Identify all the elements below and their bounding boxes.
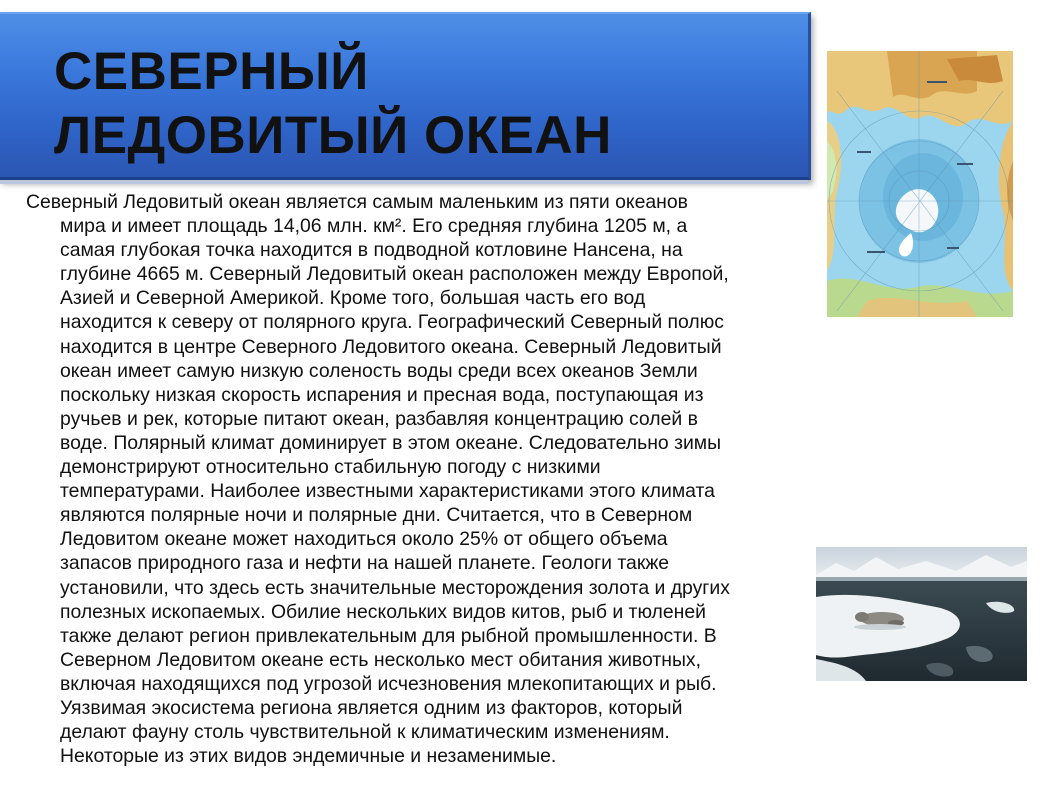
arctic-map-image [827,51,1013,317]
body-line: глубине 4665 м. Северный Ледовитый океан расположен между Европой, [60,263,729,286]
body-line: Азией и Северной Америкой. Кроме того, большая часть его вод [60,287,646,310]
body-line: самая глубокая точка находится в подводной котловине Нансена, на [60,239,683,262]
body-line: Ледовитом океане может находиться около 25% от общего объема [60,528,668,551]
body-line: Северном Ледовитом океане есть несколько мест обитания животных, [60,648,701,671]
body-line: мира и имеет площадь 14,06 млн. км². Его средняя глубина 1205 м, а [60,215,688,238]
body-line: также делают регион привлекательным для рыбной промышленности. В [60,624,717,647]
body-line: демонстрируют относительно стабильную погоду с низкими [60,456,601,479]
body-line: Северный Ледовитый океан является самым маленьким из пяти океанов [26,191,688,213]
arctic-map-graphic [827,51,1013,317]
body-line: являются полярные ночи и полярные дни. Считается, что в Северном [60,504,693,527]
body-line: океан имеет самую низкую соленость воды среди всех океанов Земли [60,359,698,382]
body-line: ручьев и рек, которые питают океан, разбавляя концентрацию солей в [60,407,698,430]
body-line: поскольку низкая скорость испарения и пресная вода, поступающая из [60,383,704,406]
body-paragraph [26,190,816,768]
body-line: Некоторые из этих видов эндемичные и незаменимые. [60,745,557,768]
title-banner [0,12,811,180]
body-line: полезных ископаемых. Обилие нескольких видов китов, рыб и тюленей [60,600,706,623]
body-line: запасов природного газа и нефти на нашей планете. Геологи также [60,552,670,575]
body-line: включая находящихся под угрозой исчезновения млекопитающих и рыб. [60,672,717,695]
body-line: Уязвимая экосистема региона является одним из факторов, который [60,696,683,719]
body-line: находится к северу от полярного круга. Географический Северный полюс [60,311,724,334]
body-line: установили, что здесь есть значительные месторождения золота и других [60,576,730,599]
seal-on-ice-photo [816,547,1027,681]
body-line: температурами. Наиболее известными характеристиками этого климата [60,480,715,503]
slide-title [54,40,612,168]
body-line: делают фауну столь чувствительной к климатическим изменениям. [60,721,670,744]
slide-title-line-1: СЕВЕРНЫЙ [54,42,369,101]
slide-title-line-2: ЛЕДОВИТЫЙ ОКЕАН [54,106,612,165]
seal-photo-graphic [816,547,1027,681]
body-line: находится в центре Северного Ледовитого океана. Северный Ледовитый [60,335,722,358]
body-line: воде. Полярный климат доминирует в этом океане. Следовательно зимы [60,431,722,454]
